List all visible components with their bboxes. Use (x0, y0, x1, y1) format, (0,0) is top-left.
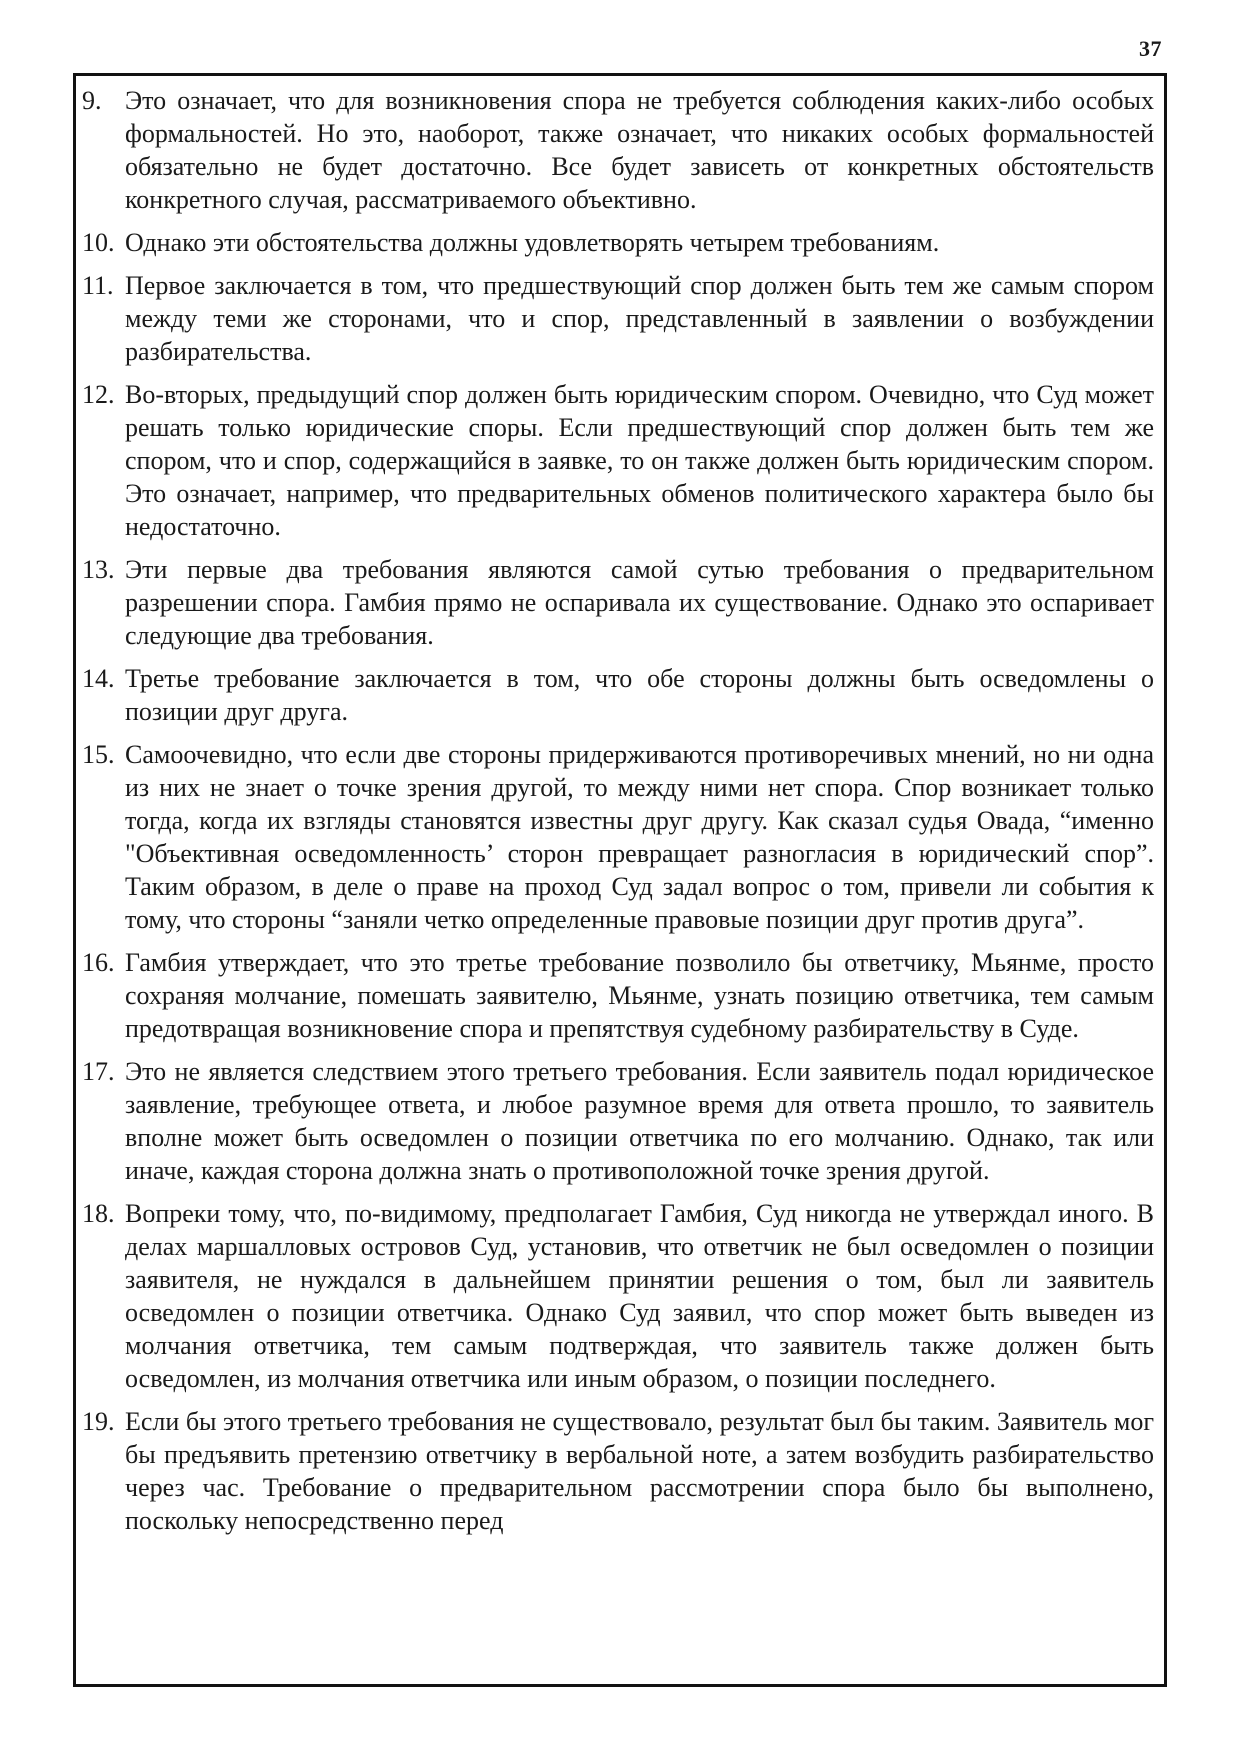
paragraph-text: Вопреки тому, что, по-видимому, предполагает Гамбия, Суд никогда не утверждал иного. В делах маршалловых островов Суд, установив, что ответчик не был осведомлен о позиции заявителя, не нуждался в дальнейшем принятии решения о том, был ли заявитель осведомлен о позиции ответчика. Однако Суд заявил, что спор может быть выведен из молчания ответчика, тем самым подтверждая, что заявитель также должен быть осведомлен, из молчания ответчика или иным образом, о позиции последнего. (125, 1199, 1154, 1393)
paragraph-list (76, 76, 1164, 1537)
paragraph-number: 18. (82, 1199, 115, 1228)
page-number: 37 (1139, 36, 1162, 61)
paragraph-text: Во-вторых, предыдущий спор должен быть юридическим спором. Очевидно, что Суд может решать только юридические споры. Если предшествующий спор должен быть тем же спором, что и спор, содержащийся в заявке, то он также должен быть юридическим спором. Это означает, например, что предварительных обменов политического характера было бы недостаточно. (125, 380, 1154, 541)
paragraph-19 (82, 1405, 1154, 1537)
paragraph-number: 12. (82, 380, 115, 409)
paragraph-16 (82, 946, 1154, 1045)
paragraph-text: Самоочевидно, что если две стороны придерживаются противоречивых мнений, но ни одна из них не знает о точке зрения другой, то между ними нет спора. Спор возникает только тогда, когда их взгляды становятся известны друг другу. Как сказал судья Овада, “именно "Объективная осведомленность’ сторон превращает разногласия в юридический спор”. Таким образом, в деле о праве на проход Суд задал вопрос о том, привели ли события к тому, что стороны “заняли четко определенные правовые позиции друг против друга”. (125, 740, 1154, 934)
text-frame (73, 73, 1167, 1687)
paragraph-number: 17. (82, 1057, 115, 1086)
paragraph-13 (82, 553, 1154, 652)
paragraph-15 (82, 738, 1154, 936)
paragraph-text: Однако эти обстоятельства должны удовлетворять четырем требованиям. (125, 228, 940, 257)
paragraph-12 (82, 378, 1154, 543)
paragraph-number: 16. (82, 948, 115, 977)
paragraph-text: Гамбия утверждает, что это третье требование позволило бы ответчику, Мьянме, просто сохраняя молчание, помешать заявителю, Мьянме, узнать позицию ответчика, тем самым предотвращая возникновение спора и препятствуя судебному разбирательству в Суде. (125, 948, 1154, 1043)
paragraph-17 (82, 1055, 1154, 1187)
paragraph-number: 13. (82, 555, 115, 584)
paragraph-text: Третье требование заключается в том, что обе стороны должны быть осведомлены о позиции друг друга. (125, 664, 1154, 726)
paragraph-10 (82, 226, 1154, 259)
paragraph-11 (82, 269, 1154, 368)
paragraph-9 (82, 84, 1154, 216)
paragraph-text: Первое заключается в том, что предшествующий спор должен быть тем же самым спором между теми же сторонами, что и спор, представленный в заявлении о возбуждении разбирательства. (125, 271, 1154, 366)
paragraph-number: 10. (82, 228, 115, 257)
paragraph-number: 11. (82, 271, 114, 300)
paragraph-text: Эти первые два требования являются самой сутью требования о предварительном разрешении спора. Гамбия прямо не оспаривала их существование. Однако это оспаривает следующие два требования. (125, 555, 1154, 650)
paragraph-18 (82, 1197, 1154, 1395)
paragraph-number: 19. (82, 1407, 115, 1436)
paragraph-number: 14. (82, 664, 115, 693)
paragraph-number: 15. (82, 740, 115, 769)
paragraph-14 (82, 662, 1154, 728)
paragraph-text: Это не является следствием этого третьего требования. Если заявитель подал юридическое заявление, требующее ответа, и любое разумное время для ответа прошло, то заявитель вполне может быть осведомлен о позиции ответчика по его молчанию. Однако, так или иначе, каждая сторона должна знать о противоположной точке зрения другой. (125, 1057, 1154, 1185)
paragraph-number: 9. (82, 86, 102, 115)
paragraph-text: Если бы этого третьего требования не существовало, результат был бы таким. Заявитель мог бы предъявить претензию ответчику в вербальной ноте, а затем возбудить разбирательство через час. Требование о предварительном рассмотрении спора было бы выполнено, поскольку непосредственно перед (125, 1407, 1154, 1535)
paragraph-text: Это означает, что для возникновения спора не требуется соблюдения каких-либо особых формальностей. Но это, наоборот, также означает, что никаких особых формальностей обязательно не будет достаточно. Все будет зависеть от конкретных обстоятельств конкретного случая, рассматриваемого объективно. (125, 86, 1154, 214)
